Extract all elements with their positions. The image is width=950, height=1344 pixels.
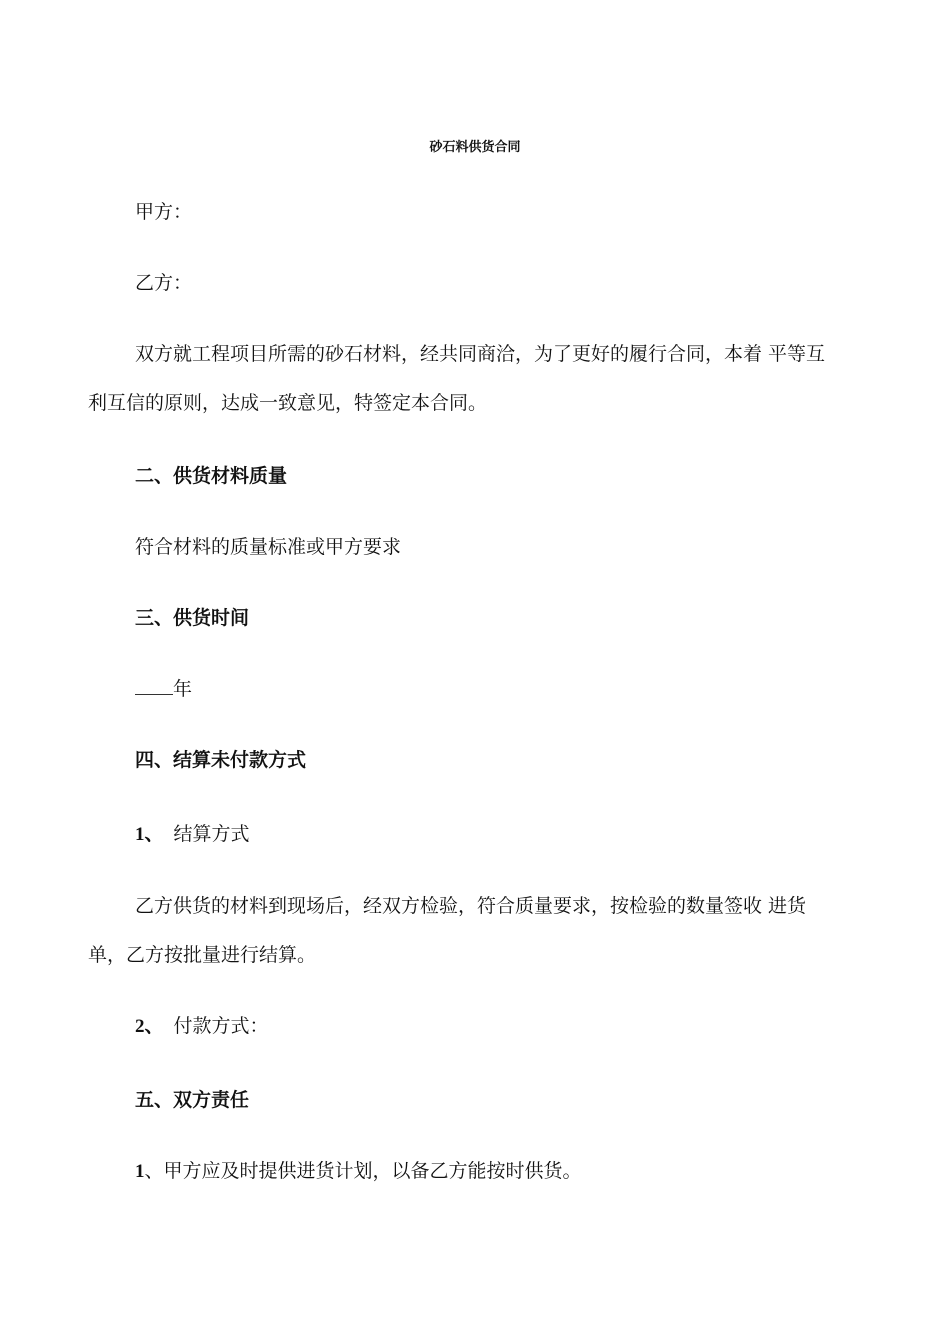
section-2-heading: 二、供货材料质量: [135, 465, 288, 487]
party-a-label: 甲方：: [135, 201, 193, 223]
item-number: 1: [135, 1161, 145, 1182]
section-4-item-2: [135, 1014, 269, 1039]
document-title: 砂石料供货合同: [429, 140, 521, 155]
section-3-body: [135, 677, 192, 701]
section-5-item-1: [135, 1159, 582, 1184]
item-number: 1、: [135, 824, 164, 845]
item-label: 付款方式：: [173, 1015, 269, 1037]
section-3-heading: 三、供货时间: [135, 607, 250, 629]
section-2-body: 符合材料的质量标准或甲方要求: [135, 536, 402, 558]
year-suffix: 年: [173, 678, 193, 700]
item-text: 、甲方应及时提供进货计划，以备乙方能按时供货。: [144, 1160, 582, 1182]
item-number: 2、: [135, 1016, 164, 1037]
section-4-heading: 四、结算未付款方式: [135, 749, 307, 771]
section-5-heading: 五、双方责任: [135, 1089, 250, 1111]
section-4-item-1: [135, 822, 250, 847]
item-label: 结算方式: [173, 823, 250, 845]
intro-paragraph-line-1: 双方就工程项目所需的砂石材料，经共同商洽，为了更好的履行合同，本着 平等互: [135, 343, 826, 365]
party-b-label: 乙方：: [135, 272, 193, 294]
section-4-item-1-body-line-2: 单，乙方按批量进行结算。: [88, 944, 317, 966]
section-4-item-1-body-line-1: 乙方供货的材料到现场后，经双方检验，符合质量要求，按检验的数量签收 进货: [135, 895, 807, 917]
year-blank: [135, 679, 173, 695]
intro-paragraph-line-2: 利互信的原则，达成一致意见，特签定本合同。: [88, 392, 488, 414]
